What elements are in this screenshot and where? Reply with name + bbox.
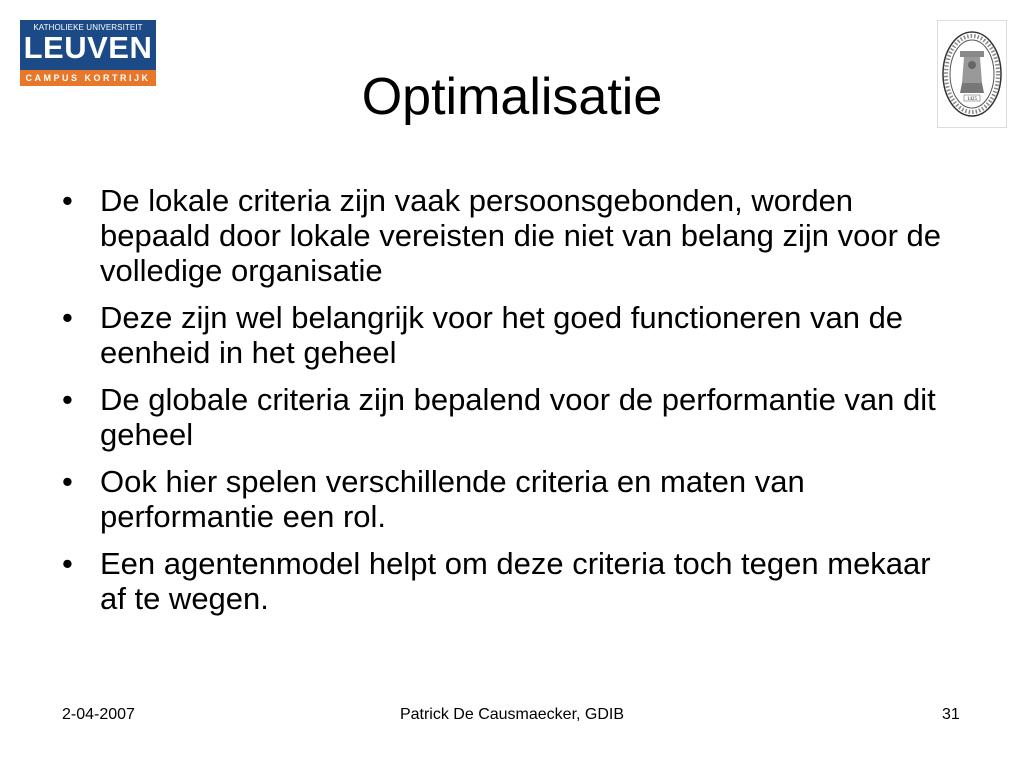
bullet-text: Deze zijn wel belangrijk voor het goed functioneren van de eenheid in het geheel xyxy=(100,300,904,370)
bullet-item: • Deze zijn wel belangrijk voor het goed functioneren van de eenheid in het geheel xyxy=(62,300,904,370)
logo-line-2: LEUVEN xyxy=(23,30,153,65)
bullet-item: • De globale criteria zijn bepalend voor de performantie van dit geheel xyxy=(62,382,936,452)
logo-line-3: CAMPUS KORTRIJK xyxy=(20,70,156,86)
bullet-text: Ook hier spelen verschillende criteria en maten van performantie een rol. xyxy=(100,464,805,534)
bullet-item: • Een agentenmodel helpt om deze criteria toch tegen mekaar af te wegen. xyxy=(62,546,931,616)
bullet-item: • Ook hier spelen verschillende criteria en maten van performantie een rol. xyxy=(62,464,805,534)
footer-page-number: 31 xyxy=(942,706,960,723)
footer-author: Patrick De Causmaecker, GDIB xyxy=(399,706,625,723)
bullet-text: De lokale criteria zijn vaak persoonsgebonden, worden bepaald door lokale vereisten die niet van belang zijn voor de volledige organisatie xyxy=(100,183,942,288)
footer-date: 2-04-2007 xyxy=(62,706,135,723)
bullet-list xyxy=(62,183,962,628)
slide-title: Optimalisatie xyxy=(361,68,663,126)
logo-line-1: KATHOLIEKE UNIVERSITEIT xyxy=(33,23,143,32)
seal-year: 1425 xyxy=(967,97,977,102)
bullet-text: De globale criteria zijn bepalend voor de performantie van dit geheel xyxy=(100,382,936,452)
bullet-text: Een agentenmodel helpt om deze criteria toch tegen mekaar af te wegen. xyxy=(100,546,931,616)
bullet-item: • De lokale criteria zijn vaak persoonsgebonden, worden bepaald door lokale vereisten die niet van belang zijn voor de volledige organisatie xyxy=(62,183,942,288)
